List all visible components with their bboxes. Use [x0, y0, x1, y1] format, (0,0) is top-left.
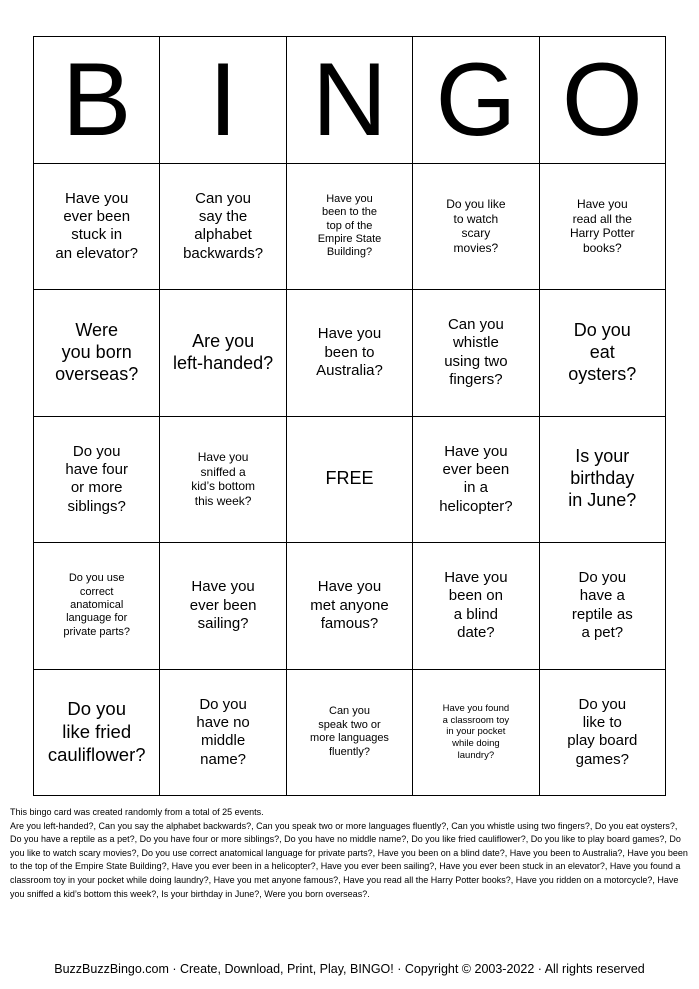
- bingo-cell: Have you met anyone famous?: [287, 543, 413, 670]
- bingo-cell: Have you been to the top of the Empire State Building?: [287, 164, 413, 291]
- bingo-cell: Is your birthday in June?: [540, 417, 666, 544]
- bingo-cell: Have you read all the Harry Potter books?: [540, 164, 666, 291]
- bingo-cell: Have you ever been stuck in an elevator?: [34, 164, 160, 291]
- bingo-card: [33, 36, 666, 796]
- card-description: [10, 806, 690, 901]
- bingo-cell: Do you use correct anatomical language for private parts?: [34, 543, 160, 670]
- bingo-cell: Have you ever been in a helicopter?: [413, 417, 539, 544]
- bingo-cell: Do you like to watch scary movies?: [413, 164, 539, 291]
- event-list: Are you left-handed?, Can you say the alphabet backwards?, Can you speak two or more languages fluently?, Can you whistle using two fingers?, Do you eat oysters?, Do you have a reptile as a pet?, Do you have four or more siblings?, Do you have no middle name?, Do you like fried cauliflower?, Do you like to play board games?, Do you like to watch scary movies?, Do you use correct anatomical language for private parts?, Have you been on a blind date?, Have you been to Australia?, Have you been to the top of the Empire State Building?, Have you ever been in a helicopter?, Have you ever been sailing?, Have you ever been stuck in an elevator?, Have you found a classroom toy in your pocket while doing laundry?, Have you met anyone famous?, Have you read all the Harry Potter books?, Have you ridden on a motorcycle?, Have you sniffed a kid’s bottom this week?, Is your birthday in June?, Were you born overseas?.: [10, 820, 688, 899]
- bingo-cell: Have you found a classroom toy in your pocket while doing laundry?: [413, 670, 539, 797]
- bingo-cell: Were you born overseas?: [34, 290, 160, 417]
- bingo-cell: Have you been to Australia?: [287, 290, 413, 417]
- bingo-cell: Do you eat oysters?: [540, 290, 666, 417]
- header-letter-b: B: [34, 37, 160, 164]
- header-letter-g: G: [413, 37, 539, 164]
- bingo-cell: Do you have no middle name?: [160, 670, 286, 797]
- header-letter-n: N: [287, 37, 413, 164]
- bingo-cell: Do you like fried cauliflower?: [34, 670, 160, 797]
- creation-note: This bingo card was created randomly from a total of 25 events.: [10, 807, 264, 817]
- bingo-cell: Can you speak two or more languages fluently?: [287, 670, 413, 797]
- bingo-cell: Do you have a reptile as a pet?: [540, 543, 666, 670]
- header-letter-o: O: [540, 37, 666, 164]
- bingo-cell: Can you whistle using two fingers?: [413, 290, 539, 417]
- bingo-cell: Are you left-handed?: [160, 290, 286, 417]
- bingo-cell: Can you say the alphabet backwards?: [160, 164, 286, 291]
- free-space: FREE: [287, 417, 413, 544]
- bingo-cell: Have you been on a blind date?: [413, 543, 539, 670]
- bingo-cell: Do you like to play board games?: [540, 670, 666, 797]
- header-letter-i: I: [160, 37, 286, 164]
- bingo-cell: Have you sniffed a kid’s bottom this week?: [160, 417, 286, 544]
- bingo-cell: Have you ever been sailing?: [160, 543, 286, 670]
- bingo-cell: Do you have four or more siblings?: [34, 417, 160, 544]
- footer-copyright: BuzzBuzzBingo.com · Create, Download, Print, Play, BINGO! · Copyright © 2003-2022 · All rights reserved: [54, 962, 645, 976]
